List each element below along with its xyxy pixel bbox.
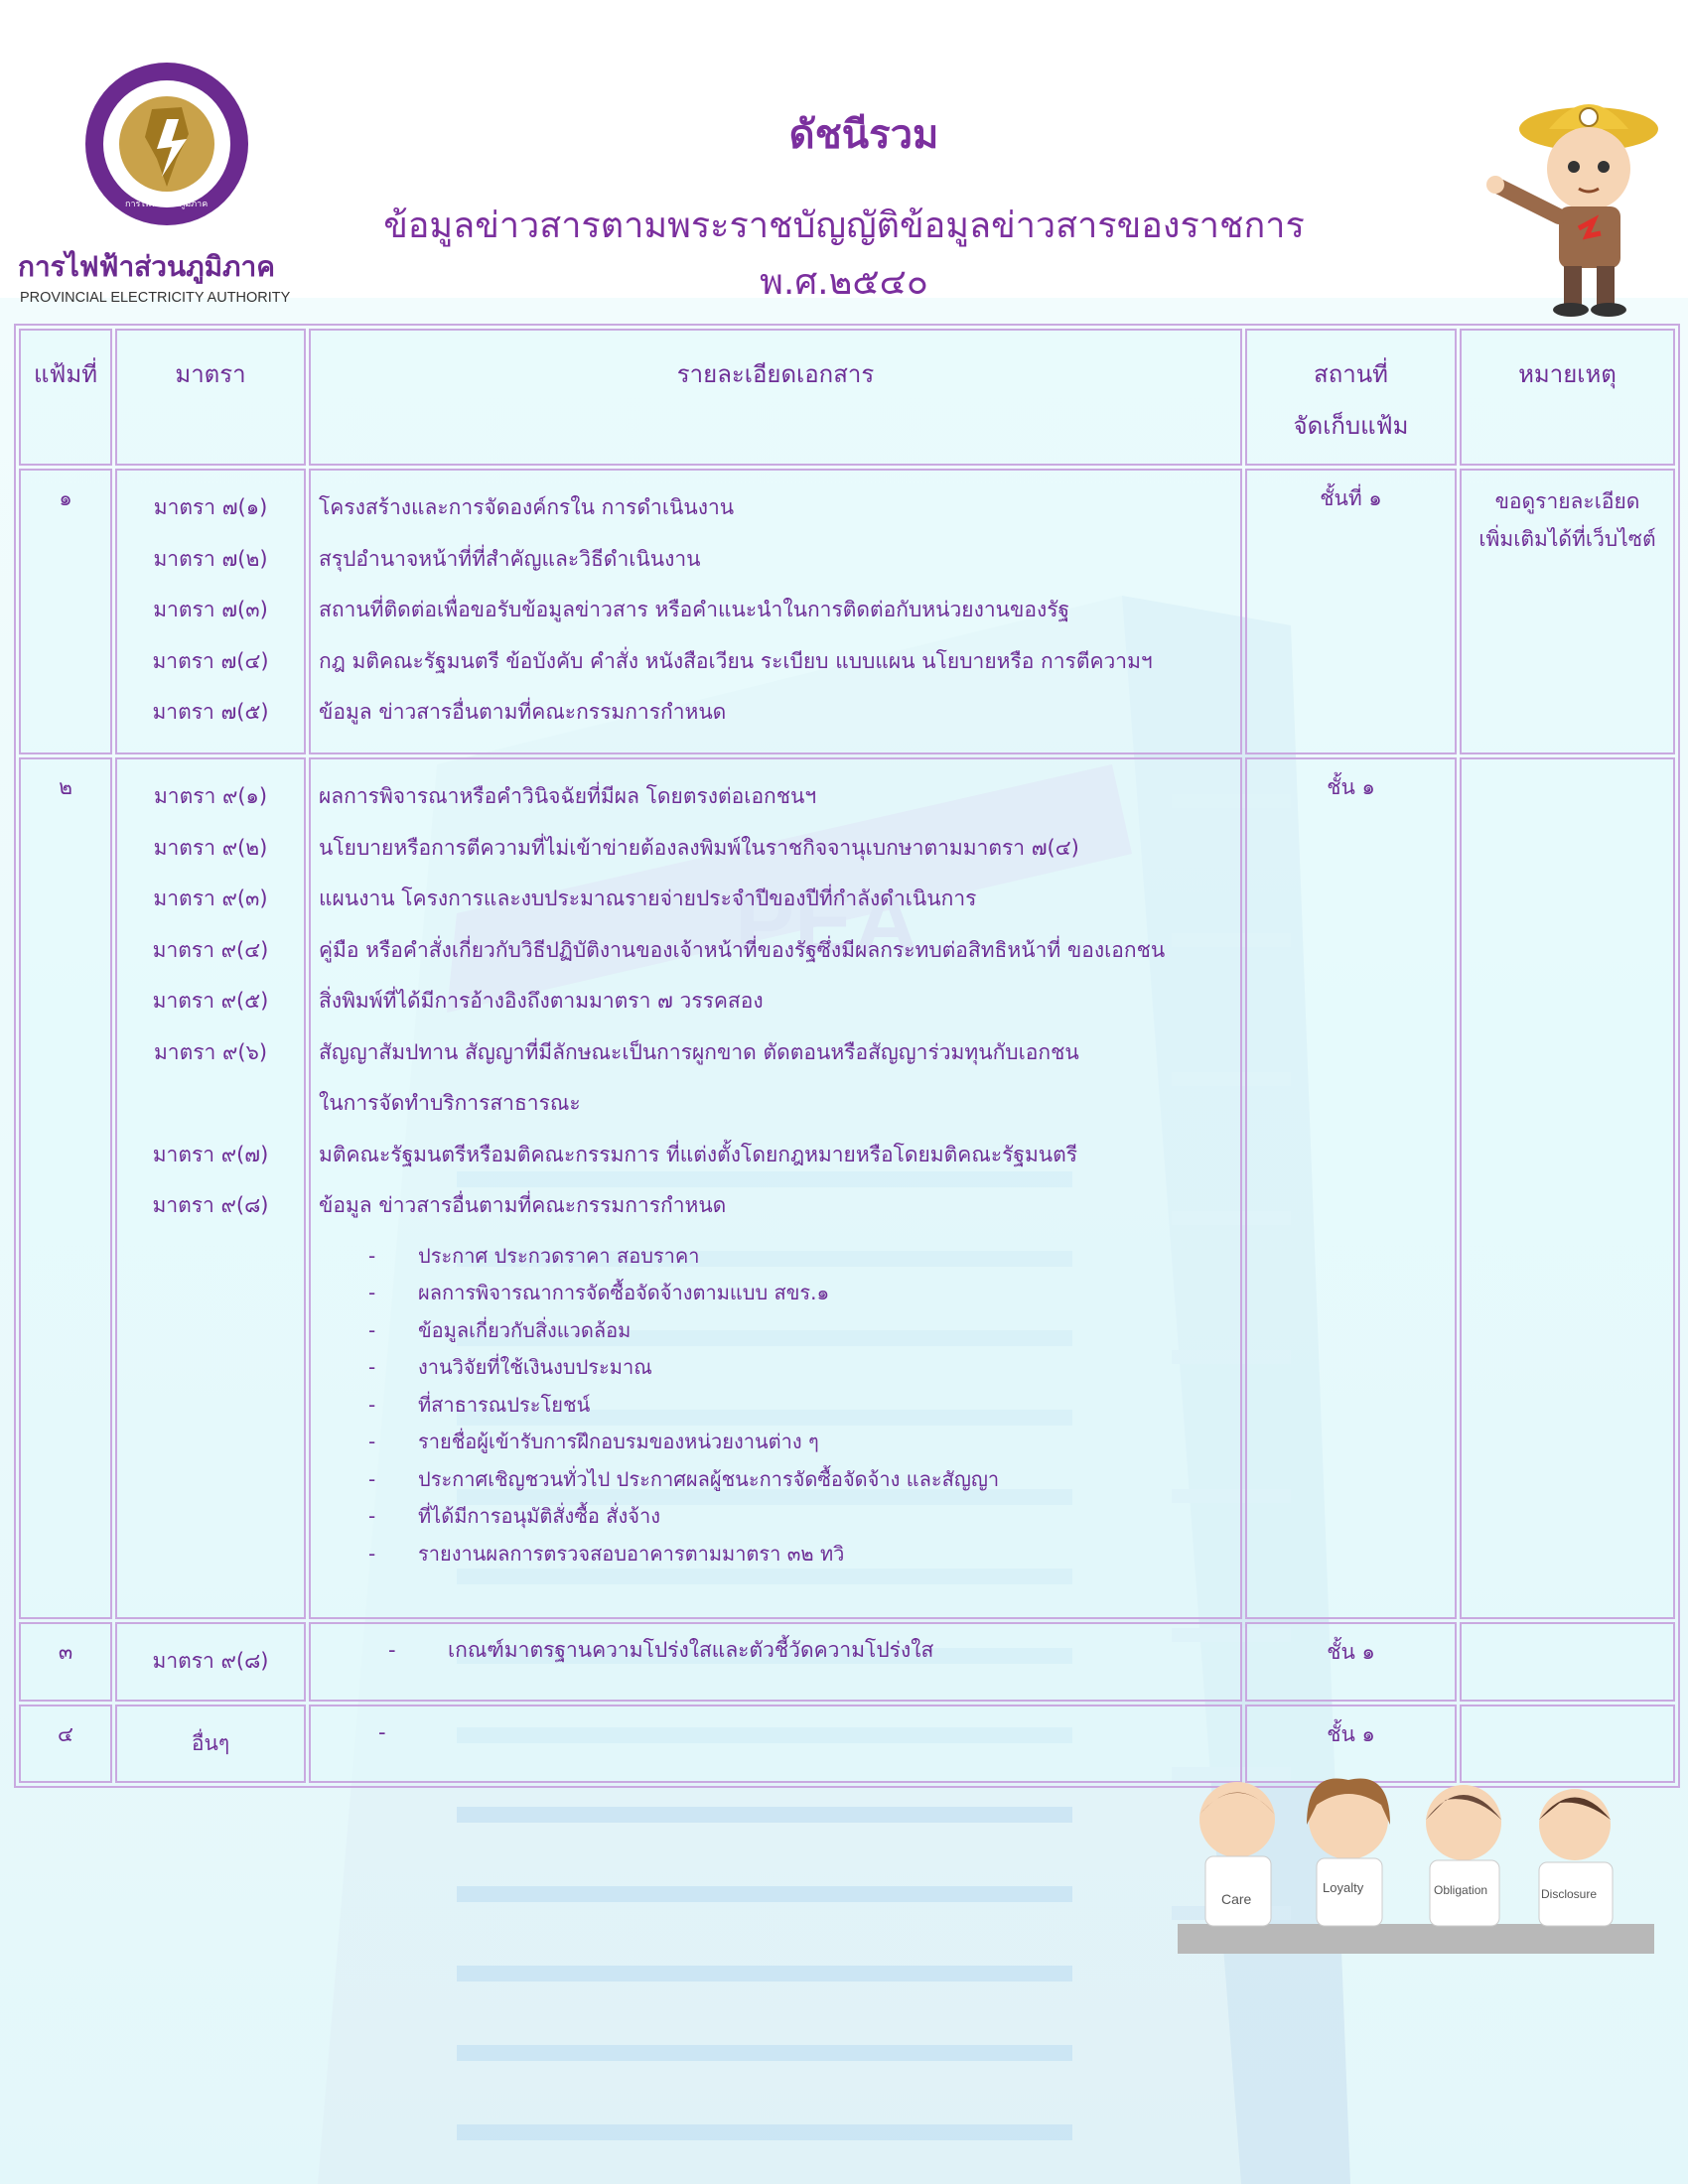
header-location-line1: สถานที่ — [1314, 360, 1388, 388]
details-cell — [309, 1622, 1242, 1702]
logo-text-en: PROVINCIAL ELECTRICITY AUTHORITY — [20, 290, 291, 306]
section-item: มาตรา ๙(๖) — [153, 1039, 268, 1064]
bullet-text: งานวิจัยที่ใช้เงินงบประมาณ — [418, 1355, 652, 1379]
table-row — [19, 469, 1675, 754]
file-number: ๑ — [19, 469, 112, 754]
bullet-dash: - — [368, 1317, 376, 1342]
bullet-dash: - — [368, 1281, 376, 1304]
index-table — [14, 324, 1680, 1788]
bullet-item — [368, 1312, 1232, 1350]
detail-item: มติคณะรัฐมนตรีหรือมติคณะกรรมการ ที่แต่งตั้งโดยกฎหมายหรือโดยมติคณะรัฐมนตรี — [319, 1142, 1078, 1166]
bullet-text: ข้อมูลเกี่ยวกับสิ่งแวดล้อม — [418, 1317, 632, 1342]
bullet-item — [368, 1387, 1232, 1425]
section-item: มาตรา ๗(๒) — [153, 546, 268, 571]
detail-item: ในการจัดทำบริการสาธารณะ — [319, 1091, 581, 1115]
logo-text-th: การไฟฟ้าส่วนภูมิภาค — [18, 250, 275, 283]
section-cell — [115, 469, 306, 754]
section-item — [125, 1078, 296, 1130]
remark-cell — [1460, 757, 1675, 1619]
bullet-dash: - — [368, 1430, 376, 1453]
detail-item: สัญญาสัมปทาน สัญญาที่มีลักษณะเป็นการผูกขาด ตัดตอนหรือสัญญาร่วมทุนกับเอกชน — [319, 1039, 1079, 1064]
team-label-loyalty: Loyalty — [1323, 1880, 1364, 1895]
section-item: มาตรา ๙(๘) — [152, 1193, 269, 1217]
detail-item: ข้อมูล ข่าวสารอื่นตามที่คณะกรรมการกำหนด — [319, 700, 727, 724]
remark-line: ขอดูรายละเอียด — [1494, 489, 1640, 513]
section-cell: มาตรา ๙(๘) — [115, 1622, 306, 1702]
pea-logo — [18, 60, 316, 308]
team-illustration — [1178, 1775, 1654, 1954]
bullet-item — [368, 1238, 1232, 1276]
detail-item: สิ่งพิมพ์ที่ได้มีการอ้างอิงถึงตามมาตรา ๗ วรรคสอง — [319, 989, 764, 1013]
detail-item: สรุปอำนาจหน้าที่ที่สำคัญและวิธีดำเนินงาน — [319, 546, 701, 571]
section-cell: อื่นๆ — [115, 1705, 306, 1784]
mascot-illustration — [1479, 89, 1668, 318]
section-item: มาตรา ๙(๗) — [152, 1142, 269, 1166]
table-row — [19, 1705, 1675, 1784]
header-location-line2: จัดเก็บแฟ้ม — [1293, 412, 1409, 440]
table-row — [19, 757, 1675, 1619]
team-label-care: Care — [1221, 1891, 1252, 1907]
section-item: มาตรา ๗(๔) — [152, 648, 269, 673]
header-remark: หมายเหตุ — [1460, 329, 1675, 466]
bullet-dash: - — [368, 1355, 376, 1379]
header-location — [1245, 329, 1457, 466]
bullet-text: ที่ได้มีการอนุมัติสั่งซื้อ สั่งจ้าง — [418, 1504, 660, 1528]
detail-item: นโยบายหรือการตีความที่ไม่เข้าข่ายต้องลงพิมพ์ในราชกิจจานุเบกษาตามมาตรา ๗(๔) — [319, 835, 1079, 860]
details-cell — [309, 469, 1242, 754]
detail-item: ผลการพิจารณาหรือคำวินิจฉัยที่มีผล โดยตรงต่อเอกชนฯ — [319, 784, 817, 808]
details-cell — [309, 757, 1242, 1619]
bullet-dash: - — [368, 1392, 376, 1417]
team-label-disclosure: Disclosure — [1541, 1887, 1598, 1901]
detail-item: คู่มือ หรือคำสั่งเกี่ยวกับวิธีปฏิบัติงานของเจ้าหน้าที่ของรัฐซึ่งมีผลกระทบต่อสิทธิหน้าที่ ของเอกชน — [319, 937, 1166, 962]
detail-item: กฎ มติคณะรัฐมนตรี ข้อบังคับ คำสั่ง หนังสือเวียน ระเบียบ แบบแผน นโยบายหรือ การตีความฯ — [319, 648, 1153, 673]
remark-cell — [1460, 1705, 1675, 1784]
section-item: มาตรา ๗(๓) — [153, 598, 268, 621]
detail-item: โครงสร้างและการจัดองค์กรใน การดำเนินงาน — [319, 495, 735, 519]
bullet-text: ประกาศเชิญชวนทั่วไป ประกาศผลผู้ชนะการจัดซื้อจัดจ้าง และสัญญา — [418, 1466, 1000, 1491]
section-item: มาตรา ๙(๔) — [152, 937, 269, 962]
bullet-item — [368, 1498, 1232, 1536]
bullet-text: รายชื่อผู้เข้ารับการฝึกอบรมของหน่วยงานต่าง ๆ — [418, 1430, 819, 1453]
bullet-item — [368, 1461, 1232, 1499]
bullet-text: ประกาศ ประกวดราคา สอบราคา — [418, 1243, 700, 1268]
bullet-item — [368, 1536, 1232, 1573]
detail-dash: - — [378, 1719, 386, 1744]
detail-dash: - — [388, 1638, 396, 1662]
bullet-text: ที่สาธารณประโยชน์ — [418, 1392, 591, 1417]
bullet-item — [368, 1349, 1232, 1387]
bullet-dash: - — [368, 1243, 376, 1268]
section-cell — [115, 757, 306, 1619]
detail-item: ข้อมูล ข่าวสารอื่นตามที่คณะกรรมการกำหนด — [319, 1193, 727, 1217]
bullet-dash: - — [368, 1504, 376, 1528]
section-item: มาตรา ๙(๒) — [153, 835, 268, 860]
file-number: ๔ — [19, 1705, 112, 1784]
table-header-row — [19, 329, 1675, 466]
section-item: มาตรา ๙(๑) — [153, 784, 268, 808]
location-cell: ชั้น ๑ — [1245, 757, 1457, 1619]
location-cell: ชั้น ๑ — [1245, 1705, 1457, 1784]
page-title: ดัชนีรวม — [788, 112, 939, 158]
bullet-dash: - — [368, 1466, 376, 1491]
file-number: ๓ — [19, 1622, 112, 1702]
bullet-text: ผลการพิจารณาการจัดซื้อจัดจ้างตามแบบ สขร.๑ — [418, 1281, 830, 1304]
section-item: มาตรา ๗(๕) — [152, 700, 269, 724]
detail-item: แผนงาน โครงการและงบประมาณรายจ่ายประจำปีของปีที่กำลังดำเนินการ — [319, 887, 977, 910]
section-item: มาตรา ๙(๓) — [153, 887, 268, 910]
header-file: แฟ้มที่ — [19, 329, 112, 466]
team-label-obligation: Obligation — [1434, 1883, 1488, 1897]
remark-line: เพิ่มเติมได้ที่เว็บไซต์ — [1478, 527, 1656, 551]
details-cell — [309, 1705, 1242, 1784]
page-subtitle: ข้อมูลข่าวสารตามพระราชบัญญัติข้อมูลข่าวสารของราชการ พ.ศ.๒๕๔๐ — [383, 205, 1305, 303]
bullet-dash: - — [368, 1541, 376, 1566]
bullet-item — [368, 1275, 1232, 1312]
bullet-list — [368, 1238, 1232, 1573]
header-details: รายละเอียดเอกสาร — [309, 329, 1242, 466]
location-cell: ชั้น ๑ — [1245, 1622, 1457, 1702]
table-row — [19, 1622, 1675, 1702]
remark-cell — [1460, 469, 1675, 754]
section-item: มาตรา ๙(๕) — [152, 989, 269, 1013]
detail-item: สถานที่ติดต่อเพื่อขอรับข้อมูลข่าวสาร หรือคำแนะนำในการติดต่อกับหน่วยงานของรัฐ — [319, 598, 1070, 621]
location-cell: ชั้นที่ ๑ — [1245, 469, 1457, 754]
seal-text: การไฟฟ้าส่วนภูมิภาค — [125, 200, 209, 209]
bullet-item — [368, 1424, 1232, 1461]
section-item: มาตรา ๗(๑) — [153, 495, 268, 519]
bullet-text: รายงานผลการตรวจสอบอาคารตามมาตรา ๓๒ ทวิ — [418, 1541, 845, 1566]
remark-cell — [1460, 1622, 1675, 1702]
header-section: มาตรา — [115, 329, 306, 466]
detail-item: เกณฑ์มาตรฐานความโปร่งใสและตัวชี้วัดความโปร่งใส — [448, 1638, 934, 1662]
file-number: ๒ — [19, 757, 112, 1619]
